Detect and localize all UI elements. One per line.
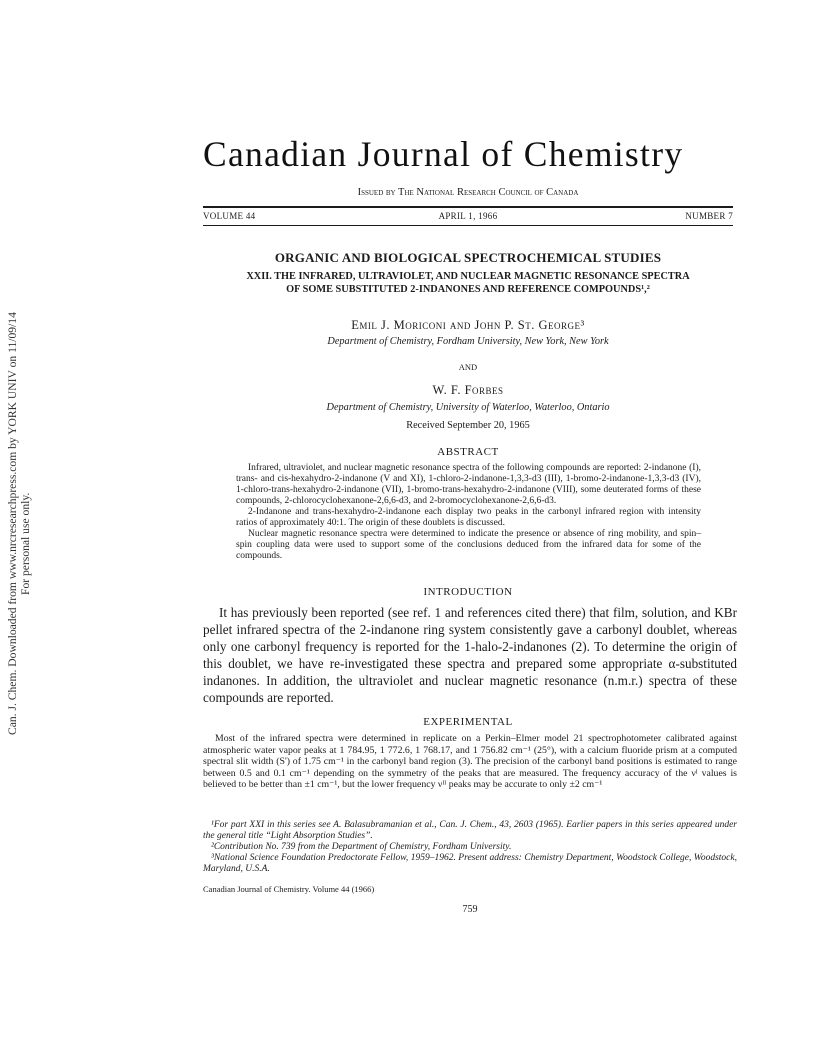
masthead-rule-top bbox=[203, 206, 733, 208]
abstract-paragraph: Nuclear magnetic resonance spectra were determined to indicate the presence or absence of ring mobility, and spin–spin coupling data were used to support some of the conclusions deduced from the infrared data for some of the compounds. bbox=[236, 529, 701, 561]
watermark-line-2: For personal use only. bbox=[19, 492, 32, 595]
journal-title: Canadian Journal of Chemistry bbox=[203, 134, 684, 174]
experimental-heading: EXPERIMENTAL bbox=[423, 716, 513, 728]
subtitle-line-1: XXII. THE INFRARED, ULTRAVIOLET, AND NUCLEAR MAGNETIC RESONANCE SPECTRA bbox=[246, 271, 690, 282]
issue-number: NUMBER 7 bbox=[685, 211, 733, 221]
footnote-3: ³National Science Foundation Predoctorate Fellow, 1959–1962. Present address: Chemistry Department, Woodstock College, Woodstock, Maryland, U.S.A. bbox=[203, 853, 737, 874]
journal-citation-line: Canadian Journal of Chemistry. Volume 44 (1966) bbox=[203, 884, 375, 894]
page-number: 759 bbox=[462, 904, 478, 915]
received-date: Received September 20, 1965 bbox=[406, 420, 530, 431]
article-subtitle bbox=[203, 270, 733, 296]
watermark-line-1: Can. J. Chem. Downloaded from www.nrcresearchpress.com by YORK UNIV on 11/09/14 bbox=[6, 312, 19, 735]
abstract-heading: ABSTRACT bbox=[437, 446, 499, 458]
masthead-rule-bottom bbox=[203, 225, 733, 226]
authors-secondary: W. F. Forbes bbox=[432, 383, 504, 397]
author-separator: AND bbox=[458, 362, 478, 372]
introduction-paragraph: It has previously been reported (see ref. 1 and references cited there) that film, solution, and KBr pellet infrared spectra of the 2-indanone ring system consistently gave a carbonyl doublet, whereas only one carbonyl frequency is reported for the 1-halo-2-indanones (2). To determine the origin of this doublet, we have re-investigated these spectra and prepared some appropriate α-substituted indanones. In addition, the ultraviolet and nuclear magnetic resonance (n.m.r.) spectra of these compounds are reported. bbox=[203, 605, 737, 705]
series-title: ORGANIC AND BIOLOGICAL SPECTROCHEMICAL STUDIES bbox=[274, 250, 662, 265]
abstract-body bbox=[236, 463, 701, 562]
abstract-paragraph: 2-Indanone and trans-hexahydro-2-indanone each display two peaks in the carbonyl infrared region with intensity ratios of approximately 40:1. The origin of these doublets is discussed. bbox=[236, 507, 701, 528]
affiliation-fordham: Department of Chemistry, Fordham University, New York, New York bbox=[327, 336, 609, 347]
authors-primary: Emil J. Moriconi and John P. St. George³ bbox=[351, 318, 585, 332]
footnotes bbox=[203, 820, 737, 875]
issued-by-text: Issued by The National Research Council of Canada bbox=[357, 187, 579, 198]
experimental-paragraph: Most of the infrared spectra were determined in replicate on a Perkin–Elmer model 21 spectrophotometer calibrated against atmospheric water vapor peaks at 1 784.95, 1 772.6, 1 768.17, and 1 756.82 cm⁻¹ (25°), with a calcium fluoride prism at a computed spectral slit width (S') of 1.75 cm⁻¹ in the carbonyl band region (3). The precision of the carbonyl band positions is estimated to range between 0.5 and 0.1 cm⁻¹ depending on the symmetry of the peaks that are measured. The frequency accuracy of the νᴵ values is believed to be better than ±1 cm⁻¹, but the lower frequency νᴵᴵ peaks may be accurate to only ±2 cm⁻¹ bbox=[203, 733, 737, 790]
introduction-heading: INTRODUCTION bbox=[423, 586, 513, 598]
issue-date: APRIL 1, 1966 bbox=[438, 211, 498, 221]
download-watermark bbox=[2, 275, 32, 735]
volume-label: VOLUME 44 bbox=[203, 211, 256, 221]
footnote-1: ¹For part XXI in this series see A. Balasubramanian et al., Can. J. Chem., 43, 2603 (1965). Earlier papers in this series appeared under the general title “Light Absorption Studies”. bbox=[203, 820, 737, 841]
footnote-2: ²Contribution No. 739 from the Department of Chemistry, Fordham University. bbox=[211, 842, 512, 852]
subtitle-line-2: OF SOME SUBSTITUTED 2-INDANONES AND REFERENCE COMPOUNDS¹,² bbox=[286, 284, 650, 295]
abstract-paragraph: Infrared, ultraviolet, and nuclear magnetic resonance spectra of the following compounds are reported: 2-indanone (I), trans- and cis-hexahydro-2-indanone (V and XI), 1-chloro-2-indanone-1,3,3-d3 (III), 1-bromo-2-indanone-1,3,3-d3 (IV), 1-chloro-trans-hexahydro-2-indanone (VII), 1-bromo-trans-hexahydro-2-indanone (VIII), some deuterated forms of these compounds, 2-chlorocyclohexanone-2,6,6-d3, and 2-bromocyclohexanone-2,6,6-d3. bbox=[236, 463, 701, 506]
volume-row bbox=[203, 211, 733, 223]
issued-by-line bbox=[203, 187, 733, 198]
affiliation-waterloo: Department of Chemistry, University of Waterloo, Waterloo, Ontario bbox=[326, 402, 610, 413]
